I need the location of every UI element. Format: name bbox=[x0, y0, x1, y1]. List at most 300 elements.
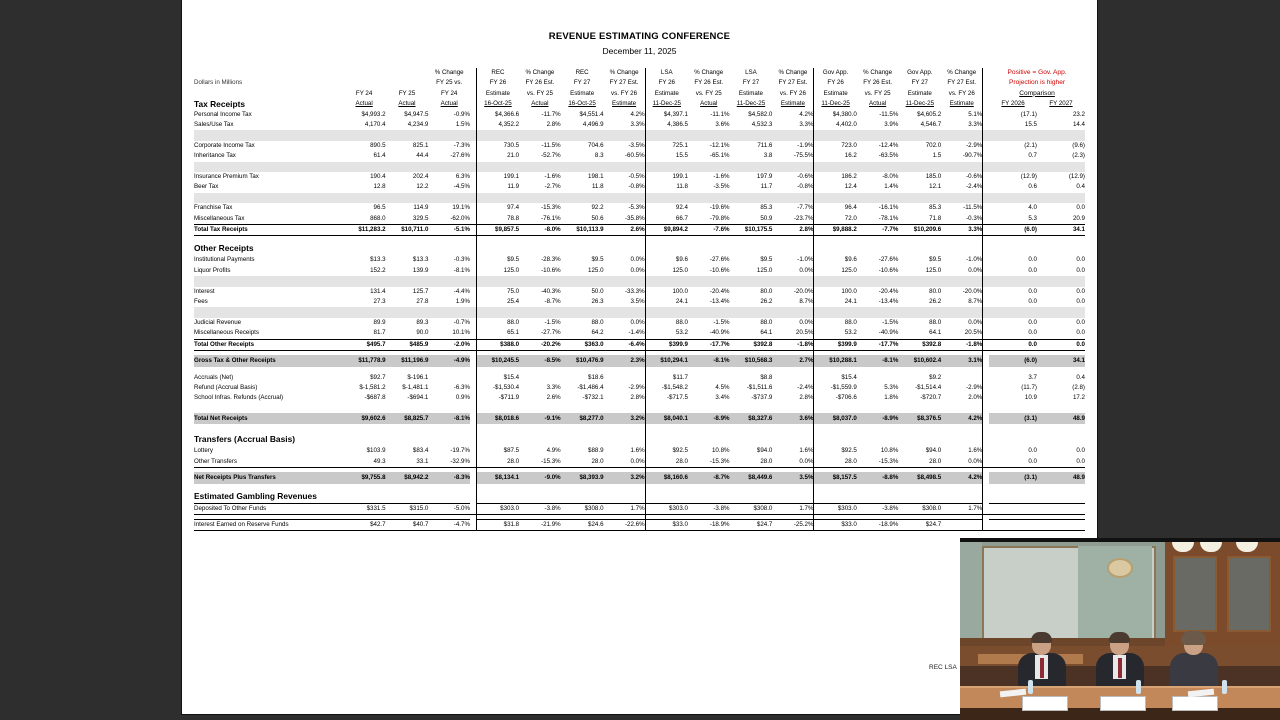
row-personal-income-tax-c16: 23.2 bbox=[1072, 110, 1085, 118]
row-net-receipts-plus-transfers-c7: $8,160.6 bbox=[645, 472, 688, 484]
band-4-c5 bbox=[561, 276, 604, 286]
row-franchise-tax-label: Franchise Tax bbox=[194, 204, 233, 212]
row-beer-tax-c9: 11.7 bbox=[760, 183, 773, 191]
row-insurance-premium-tax-c8: -1.6% bbox=[713, 173, 730, 181]
row-gross-tax-other-receipts-c13: $10,602.4 bbox=[898, 355, 941, 367]
row-liquor-profits-c0: 152.2 bbox=[370, 266, 386, 274]
band-4-c9 bbox=[730, 276, 773, 286]
row-interest-c3: 75.0 bbox=[476, 287, 519, 297]
row-interest-c14: -20.0% bbox=[941, 287, 983, 297]
row-total-tax-receipts bbox=[194, 225, 1085, 236]
row-institutional-payments-c4: -28.3% bbox=[541, 256, 561, 264]
row-accruals-net-label: Accruals (Net) bbox=[194, 373, 234, 381]
row-total-other-receipts bbox=[194, 339, 1085, 350]
band-3-c4 bbox=[519, 193, 561, 203]
row-gambling-deposited-other-funds-c8: -3.8% bbox=[688, 503, 730, 514]
row-school-infras-refunds-c2: 0.9% bbox=[455, 394, 470, 402]
hdr-gov26-l4: 11-Dec-25 bbox=[821, 100, 850, 108]
row-total-other-receipts-c0: $495.7 bbox=[343, 339, 386, 350]
row-interest-earned-reserve-funds-c16 bbox=[1037, 520, 1085, 531]
row-total-tax-receipts-c12: -7.7% bbox=[857, 225, 899, 236]
band-3-c8 bbox=[688, 193, 730, 203]
row-refund-accrual-basis-c9: -$1,511.6 bbox=[746, 383, 773, 391]
row-insurance-premium-tax-c3: 199.1 bbox=[476, 172, 519, 182]
row-corporate-income-tax-c11: 723.0 bbox=[841, 141, 857, 149]
row-liquor-profits-c3: 125.0 bbox=[476, 266, 519, 276]
row-institutional-payments-c2: -0.3% bbox=[453, 256, 470, 264]
hdr-lsa26chg-l3: vs. FY 25 bbox=[695, 89, 722, 97]
band-4 bbox=[194, 276, 1085, 286]
row-institutional-payments-c5: $9.5 bbox=[591, 256, 604, 264]
row-miscellaneous-receipts-c11: 53.2 bbox=[814, 328, 857, 339]
row-total-tax-receipts-c13: $10,209.6 bbox=[898, 225, 941, 236]
band-5-c2 bbox=[428, 307, 470, 317]
row-other-transfers-c11: 28.0 bbox=[814, 457, 857, 468]
section-other-receipts-label: Other Receipts bbox=[194, 243, 254, 254]
row-sales-use-tax-c14: 3.3% bbox=[941, 120, 983, 130]
row-judicial-revenue-c14: 0.0% bbox=[941, 318, 983, 328]
row-other-transfers-c6: 0.0% bbox=[604, 457, 646, 468]
band-1-c15 bbox=[989, 130, 1037, 140]
comparison-header-line3: Comparison bbox=[1019, 89, 1055, 97]
row-total-tax-receipts-c14: 3.3% bbox=[941, 225, 983, 236]
row-interest-c12: -20.4% bbox=[878, 287, 899, 295]
row-accruals-net-c2 bbox=[428, 373, 470, 383]
header-row-3 bbox=[194, 89, 1085, 99]
nameplate-right bbox=[1172, 696, 1218, 711]
row-interest-earned-reserve-funds-c7: $33.0 bbox=[645, 520, 688, 531]
row-school-infras-refunds-c0: -$687.8 bbox=[364, 394, 386, 402]
row-inheritance-tax-c8: -65.1% bbox=[709, 152, 730, 160]
band-4-c6 bbox=[604, 276, 646, 286]
row-interest-earned-reserve-funds-c6: -22.6% bbox=[604, 520, 646, 531]
row-gross-tax-other-receipts bbox=[194, 355, 1085, 367]
band-2-c14 bbox=[941, 162, 983, 172]
row-institutional-payments-c13: $9.5 bbox=[929, 256, 942, 264]
row-beer-tax-c2: -4.5% bbox=[453, 183, 470, 191]
row-personal-income-tax bbox=[194, 110, 1085, 120]
row-interest-label: Interest bbox=[194, 287, 215, 295]
row-total-tax-receipts-c15: (6.0) bbox=[989, 225, 1037, 236]
row-gambling-deposited-other-funds-c7: $303.0 bbox=[645, 503, 688, 514]
row-fees-c7: 24.1 bbox=[675, 298, 688, 306]
row-institutional-payments-c7: $9.6 bbox=[675, 256, 688, 264]
row-accruals-net-c9: $8.8 bbox=[760, 373, 773, 381]
row-inheritance-tax-c7: 15.5 bbox=[675, 152, 688, 160]
row-insurance-premium-tax-c5: 198.1 bbox=[588, 173, 604, 181]
row-corporate-income-tax-c14: -2.9% bbox=[941, 141, 983, 151]
row-personal-income-tax-c14: 5.1% bbox=[941, 110, 983, 120]
row-total-net-receipts-c16: 48.9 bbox=[1037, 413, 1085, 425]
row-beer-tax-c1: 12.2 bbox=[416, 183, 429, 191]
row-total-net-receipts-c6: 3.2% bbox=[604, 413, 646, 425]
row-sales-use-tax-c4: 2.8% bbox=[546, 121, 561, 129]
document-title: REVENUE ESTIMATING CONFERENCE bbox=[548, 31, 731, 42]
row-other-transfers-c14: 0.0% bbox=[941, 457, 983, 468]
row-fees-c16: 0.0 bbox=[1076, 298, 1085, 306]
row-accruals-net-c6 bbox=[604, 373, 646, 383]
row-personal-income-tax-label: Personal Income Tax bbox=[194, 110, 252, 118]
row-corporate-income-tax-c6: -3.5% bbox=[604, 141, 646, 151]
row-miscellaneous-tax-c2: -62.0% bbox=[428, 214, 470, 225]
row-miscellaneous-tax-c1: 329.5 bbox=[386, 214, 429, 225]
row-liquor-profits-c6: 0.0% bbox=[604, 266, 646, 276]
row-insurance-premium-tax bbox=[194, 172, 1085, 182]
row-other-transfers bbox=[194, 457, 1085, 468]
band-4-c10 bbox=[772, 276, 814, 286]
row-liquor-profits-c8: -10.6% bbox=[709, 266, 730, 274]
hdr-fy25-l4: Actual bbox=[398, 100, 416, 108]
row-school-infras-refunds-c16: 17.2 bbox=[1072, 394, 1085, 402]
band-2-c1 bbox=[386, 162, 429, 172]
row-total-net-receipts-c2: -8.1% bbox=[428, 413, 470, 425]
hdr-chg2524-l1: % Change bbox=[434, 69, 464, 76]
row-gambling-deposited-other-funds-c15 bbox=[989, 503, 1037, 514]
row-total-other-receipts-c7: $399.9 bbox=[645, 339, 688, 350]
row-beer-tax-c7: 11.8 bbox=[676, 183, 688, 191]
band-3-c15 bbox=[989, 193, 1037, 203]
row-total-net-receipts-c15: (3.1) bbox=[989, 413, 1037, 425]
row-inheritance-tax-c11: 16.2 bbox=[844, 152, 857, 160]
row-sales-use-tax bbox=[194, 120, 1085, 130]
row-sales-use-tax-c12: 3.9% bbox=[884, 121, 899, 129]
band-3-c5 bbox=[561, 193, 604, 203]
row-gross-tax-other-receipts-c1: $11,196.9 bbox=[386, 355, 429, 367]
row-corporate-income-tax bbox=[194, 141, 1085, 151]
row-school-infras-refunds-c14: 2.0% bbox=[941, 393, 983, 403]
row-personal-income-tax-c4: -11.7% bbox=[541, 110, 561, 118]
row-gross-tax-other-receipts-c8: -8.1% bbox=[688, 355, 730, 367]
row-total-other-receipts-c16: 0.0 bbox=[1037, 339, 1085, 350]
row-total-net-receipts-c11: $8,037.0 bbox=[814, 413, 857, 425]
row-school-infras-refunds-c6: 2.8% bbox=[604, 393, 646, 403]
row-interest-c2: -4.4% bbox=[453, 287, 470, 295]
row-accruals-net-c0: $92.7 bbox=[370, 373, 386, 381]
band-5-c5 bbox=[561, 307, 604, 317]
row-miscellaneous-receipts-c14: 20.5% bbox=[941, 328, 983, 339]
hdr-lsa26chg-l2: FY 26 Est. bbox=[694, 79, 724, 87]
hdr-rec27chg-l4: Estimate bbox=[604, 99, 646, 109]
row-personal-income-tax-c11: $4,380.0 bbox=[832, 110, 857, 118]
row-corporate-income-tax-c2: -7.3% bbox=[453, 141, 470, 149]
row-gross-tax-other-receipts-c14: 3.1% bbox=[941, 355, 983, 367]
row-franchise-tax-c15: 4.0 bbox=[1028, 204, 1037, 212]
row-liquor-profits-c1: 139.9 bbox=[412, 266, 429, 274]
row-other-transfers-c1: 33.1 bbox=[386, 457, 429, 468]
row-accruals-net bbox=[194, 373, 1085, 383]
hdr-gov27chg-l4: Estimate bbox=[941, 99, 983, 109]
row-gambling-deposited-other-funds-c11: $303.0 bbox=[814, 503, 857, 514]
band-1-c9 bbox=[730, 130, 773, 140]
row-gross-tax-other-receipts-c16: 34.1 bbox=[1037, 355, 1085, 367]
row-net-receipts-plus-transfers-c14: 4.2% bbox=[941, 472, 983, 484]
row-total-net-receipts-c4: -9.1% bbox=[519, 413, 561, 425]
row-judicial-revenue-c2: -0.7% bbox=[453, 318, 470, 326]
row-corporate-income-tax-c1: 825.1 bbox=[412, 141, 429, 149]
row-judicial-revenue-label: Judicial Revenue bbox=[194, 318, 242, 326]
row-total-net-receipts-c7: $8,040.1 bbox=[645, 413, 688, 425]
row-judicial-revenue-c5: 88.0 bbox=[591, 318, 604, 326]
row-miscellaneous-receipts-c9: 64.1 bbox=[730, 328, 773, 339]
band-1-c5 bbox=[561, 130, 604, 140]
hdr-rec26-l2: FY 26 bbox=[476, 78, 519, 88]
band-5-c4 bbox=[519, 307, 561, 317]
row-miscellaneous-tax-c4: -76.1% bbox=[519, 214, 561, 225]
row-gross-tax-other-receipts-c6: 2.3% bbox=[604, 355, 646, 367]
row-refund-accrual-basis-c2: -6.3% bbox=[453, 383, 470, 391]
row-judicial-revenue-c4: -1.5% bbox=[544, 318, 561, 326]
row-gross-tax-other-receipts-c5: $10,476.9 bbox=[561, 355, 604, 367]
row-interest-c10: -20.0% bbox=[772, 287, 814, 297]
band-4-c3 bbox=[476, 276, 519, 286]
row-institutional-payments-c1: $13.3 bbox=[412, 256, 429, 264]
band-2-c5 bbox=[561, 162, 604, 172]
hdr-fy24-l3: FY 24 bbox=[355, 89, 373, 97]
row-total-net-receipts-label: Total Net Receipts bbox=[194, 413, 343, 425]
row-total-net-receipts-c3: $8,018.6 bbox=[476, 413, 519, 425]
row-judicial-revenue-c8: -1.5% bbox=[713, 318, 730, 326]
row-refund-accrual-basis-c12: 5.3% bbox=[884, 383, 899, 391]
row-lottery-label: Lottery bbox=[194, 447, 213, 455]
band-1-c7 bbox=[645, 130, 688, 140]
band-5-c12 bbox=[857, 307, 899, 317]
row-school-infras-refunds bbox=[194, 393, 1085, 403]
row-net-receipts-plus-transfers-c8: -8.7% bbox=[688, 472, 730, 484]
band-4-c15 bbox=[989, 276, 1037, 286]
row-interest-earned-reserve-funds bbox=[194, 520, 1085, 531]
row-lottery-c2: -19.7% bbox=[450, 447, 470, 455]
row-personal-income-tax-c3: $4,366.6 bbox=[476, 110, 519, 120]
row-gambling-deposited-other-funds-c1: $315.0 bbox=[386, 503, 429, 514]
row-fees-c6: 3.5% bbox=[604, 297, 646, 307]
row-accruals-net-c7: $11.7 bbox=[672, 373, 688, 381]
row-liquor-profits-c7: 125.0 bbox=[672, 266, 688, 274]
band-1-c4 bbox=[519, 130, 561, 140]
hdr-lsa27chg-l4: Estimate bbox=[772, 99, 814, 109]
hdr-rec27chg-l1: % Change bbox=[604, 68, 646, 78]
water-bottle-left bbox=[1028, 680, 1033, 694]
hdr-lsa26chg-l4: Actual bbox=[700, 100, 718, 108]
row-lottery-c13: $94.0 bbox=[925, 447, 942, 455]
row-sales-use-tax-c3: 4,352.2 bbox=[476, 120, 519, 130]
row-accruals-net-c1: $-196.1 bbox=[407, 373, 429, 381]
band-3-c3 bbox=[476, 193, 519, 203]
band-5-label bbox=[194, 307, 343, 317]
band-2-c7 bbox=[645, 162, 688, 172]
band-3-c10 bbox=[772, 193, 814, 203]
row-fees-c13: 26.2 bbox=[929, 298, 942, 306]
row-accruals-net-c5: $18.6 bbox=[588, 373, 604, 381]
row-franchise-tax-c4: -15.3% bbox=[541, 204, 561, 212]
row-corporate-income-tax-c15: (2.1) bbox=[1024, 141, 1037, 149]
row-total-net-receipts bbox=[194, 413, 1085, 425]
row-miscellaneous-tax-c16: 20.9 bbox=[1037, 214, 1085, 225]
row-franchise-tax-c12: -16.1% bbox=[878, 204, 899, 212]
row-institutional-payments-c10: -1.0% bbox=[772, 255, 814, 265]
band-5-c13 bbox=[898, 307, 941, 317]
row-gambling-deposited-other-funds-c3: $303.0 bbox=[476, 503, 519, 514]
row-net-receipts-plus-transfers-c16: 48.9 bbox=[1037, 472, 1085, 484]
row-judicial-revenue-c9: 88.0 bbox=[760, 318, 773, 326]
row-lottery-c3: $87.5 bbox=[476, 446, 519, 456]
sp-before-total-net bbox=[194, 404, 1085, 413]
state-seal-icon bbox=[1107, 558, 1133, 578]
row-franchise-tax-c9: 85.3 bbox=[760, 204, 773, 212]
row-sales-use-tax-c11: 4,402.0 bbox=[836, 121, 857, 129]
hdr-rec26-l3: Estimate bbox=[476, 89, 519, 99]
row-miscellaneous-receipts-c15: 0.0 bbox=[989, 328, 1037, 339]
row-other-transfers-c2: -32.9% bbox=[428, 457, 470, 468]
row-gross-tax-other-receipts-label: Gross Tax & Other Receipts bbox=[194, 355, 343, 367]
band-3-c6 bbox=[604, 193, 646, 203]
row-institutional-payments-c12: -27.6% bbox=[878, 256, 899, 264]
row-miscellaneous-tax-c3: 78.8 bbox=[476, 214, 519, 225]
row-net-receipts-plus-transfers-c3: $8,134.1 bbox=[476, 472, 519, 484]
row-personal-income-tax-c13: $4,605.2 bbox=[917, 110, 942, 118]
row-interest-c4: -40.3% bbox=[541, 287, 561, 295]
row-gambling-deposited-other-funds-c14: 1.7% bbox=[941, 503, 983, 514]
row-insurance-premium-tax-c11: 186.2 bbox=[841, 173, 857, 181]
hdr-gov27chg-l3: vs. FY 26 bbox=[941, 89, 983, 99]
row-interest-c1: 125.7 bbox=[412, 287, 429, 295]
band-4-c13 bbox=[898, 276, 941, 286]
row-other-transfers-c4: -15.3% bbox=[519, 457, 561, 468]
row-net-receipts-plus-transfers-c13: $8,498.5 bbox=[898, 472, 941, 484]
band-3 bbox=[194, 193, 1085, 203]
row-total-tax-receipts-c8: -7.6% bbox=[688, 225, 730, 236]
band-4-c8 bbox=[688, 276, 730, 286]
hdr-rec26chg-l2: FY 26 Est. bbox=[525, 79, 555, 87]
hdr-rec26chg-l4: Actual bbox=[531, 100, 549, 108]
band-4-c4 bbox=[519, 276, 561, 286]
row-sales-use-tax-c2: 1.5% bbox=[455, 121, 470, 129]
row-inheritance-tax-c2: -27.6% bbox=[450, 152, 470, 160]
row-franchise-tax-c7: 92.4 bbox=[675, 204, 688, 212]
row-refund-accrual-basis-c7: -$1,548.2 bbox=[661, 383, 688, 391]
row-beer-tax-c12: 1.4% bbox=[884, 183, 899, 191]
row-net-receipts-plus-transfers-c9: $8,449.6 bbox=[730, 472, 773, 484]
band-4-c14 bbox=[941, 276, 983, 286]
band-3-c9 bbox=[730, 193, 773, 203]
row-institutional-payments bbox=[194, 255, 1085, 265]
band-1-c13 bbox=[898, 130, 941, 140]
footnote-rec-lsa: REC LSA bbox=[929, 664, 957, 671]
hdr-rec27-l2: FY 27 bbox=[573, 79, 591, 87]
band-2-c8 bbox=[688, 162, 730, 172]
row-lottery-c11: $92.5 bbox=[841, 447, 857, 455]
row-interest-earned-reserve-funds-c15 bbox=[989, 520, 1037, 531]
row-beer-tax-c4: -2.7% bbox=[544, 183, 561, 191]
row-total-other-receipts-c6: -6.4% bbox=[604, 339, 646, 350]
row-lottery-c7: $92.5 bbox=[672, 447, 688, 455]
row-personal-income-tax-c0: $4,993.2 bbox=[361, 110, 386, 118]
row-miscellaneous-receipts-c16: 0.0 bbox=[1037, 328, 1085, 339]
row-sales-use-tax-c8: 3.6% bbox=[715, 121, 730, 129]
comparison-header-line1: Positive = Gov. App. bbox=[1007, 69, 1067, 76]
row-total-other-receipts-c12: -17.7% bbox=[857, 339, 899, 350]
row-fees-c8: -13.4% bbox=[709, 298, 730, 306]
band-1-c6 bbox=[604, 130, 646, 140]
row-net-receipts-plus-transfers-c2: -8.3% bbox=[428, 472, 470, 484]
row-refund-accrual-basis-c6: -2.9% bbox=[604, 383, 646, 393]
row-school-infras-refunds-c5: -$732.1 bbox=[582, 394, 604, 402]
row-school-infras-refunds-label: School Infras. Refunds (Accrual) bbox=[194, 394, 284, 402]
row-insurance-premium-tax-c7: 199.1 bbox=[672, 173, 688, 181]
person-left bbox=[1016, 634, 1068, 694]
band-4-c11 bbox=[814, 276, 857, 286]
row-judicial-revenue-c6: 0.0% bbox=[604, 318, 646, 328]
row-personal-income-tax-c6: 4.2% bbox=[604, 110, 646, 120]
row-school-infras-refunds-c9: -$737.9 bbox=[751, 394, 773, 402]
door-glass-right bbox=[1227, 556, 1271, 632]
row-total-other-receipts-c9: $392.8 bbox=[730, 339, 773, 350]
band-3-c2 bbox=[428, 193, 470, 203]
row-refund-accrual-basis-c5: -$1,486.4 bbox=[577, 383, 604, 391]
hdr-cmp-fy2026: FY 2026 bbox=[1001, 100, 1025, 108]
band-2-c16 bbox=[1037, 162, 1085, 172]
row-insurance-premium-tax-c2: 6.3% bbox=[455, 173, 470, 181]
row-school-infras-refunds-c7: -$717.5 bbox=[666, 394, 688, 402]
row-fees-c12: -13.4% bbox=[878, 298, 899, 306]
row-liquor-profits-c2: -8.1% bbox=[453, 266, 470, 274]
row-gambling-deposited-other-funds-c6: 1.7% bbox=[604, 503, 646, 514]
row-interest-earned-reserve-funds-c4: -21.9% bbox=[519, 520, 561, 531]
row-inheritance-tax bbox=[194, 151, 1085, 161]
row-net-receipts-plus-transfers-c5: $8,393.9 bbox=[561, 472, 604, 484]
row-beer-tax-c13: 12.1 bbox=[929, 183, 942, 191]
row-interest bbox=[194, 287, 1085, 297]
row-total-net-receipts-c9: $8,327.6 bbox=[730, 413, 773, 425]
row-total-other-receipts-c11: $399.9 bbox=[814, 339, 857, 350]
hdr-lsa26-l4: 11-Dec-25 bbox=[652, 100, 681, 108]
row-miscellaneous-tax-c11: 72.0 bbox=[814, 214, 857, 225]
row-interest-c13: 80.0 bbox=[929, 287, 942, 295]
row-interest-c5: 50.0 bbox=[591, 287, 604, 295]
row-gross-tax-other-receipts-c15: (6.0) bbox=[989, 355, 1037, 367]
section-transfers bbox=[194, 433, 1085, 446]
comparison-header-line2: Projection is higher bbox=[1009, 79, 1066, 87]
conference-room-video[interactable] bbox=[960, 538, 1280, 720]
band-1-c16 bbox=[1037, 130, 1085, 140]
row-miscellaneous-receipts-c13: 64.1 bbox=[898, 328, 941, 339]
band-5-c10 bbox=[772, 307, 814, 317]
room-wall-left bbox=[960, 542, 982, 646]
band-5-c16 bbox=[1037, 307, 1085, 317]
hdr-lsa27chg-l1: % Change bbox=[772, 68, 814, 78]
row-net-receipts-plus-transfers-c10: 3.5% bbox=[772, 472, 814, 484]
row-lottery-c12: 10.8% bbox=[880, 447, 899, 455]
hdr-gov27-l4: 11-Dec-25 bbox=[905, 100, 935, 108]
hdr-rec27-l1: REC bbox=[575, 69, 589, 76]
row-judicial-revenue-c3: 88.0 bbox=[476, 318, 519, 328]
row-miscellaneous-tax-c8: -79.8% bbox=[688, 214, 730, 225]
band-2-c13 bbox=[898, 162, 941, 172]
row-total-other-receipts-c4: -20.2% bbox=[519, 339, 561, 350]
row-other-transfers-c15: 0.0 bbox=[989, 457, 1037, 468]
hdr-lsa27chg-l2: FY 27 Est. bbox=[772, 78, 814, 88]
band-5-c11 bbox=[814, 307, 857, 317]
band-2-c4 bbox=[519, 162, 561, 172]
row-institutional-payments-c11: $9.6 bbox=[844, 256, 857, 264]
row-insurance-premium-tax-c0: 190.4 bbox=[370, 173, 386, 181]
row-franchise-tax-c10: -7.7% bbox=[772, 203, 814, 213]
row-total-tax-receipts-c5: $10,113.9 bbox=[561, 225, 604, 236]
row-refund-accrual-basis-c8: 4.5% bbox=[715, 383, 730, 391]
row-gross-tax-other-receipts-c12: -8.1% bbox=[857, 355, 899, 367]
row-inheritance-tax-c14: -90.7% bbox=[941, 151, 983, 161]
row-gambling-deposited-other-funds-label: Deposited To Other Funds bbox=[194, 503, 343, 514]
row-miscellaneous-receipts-c4: -27.7% bbox=[519, 328, 561, 339]
